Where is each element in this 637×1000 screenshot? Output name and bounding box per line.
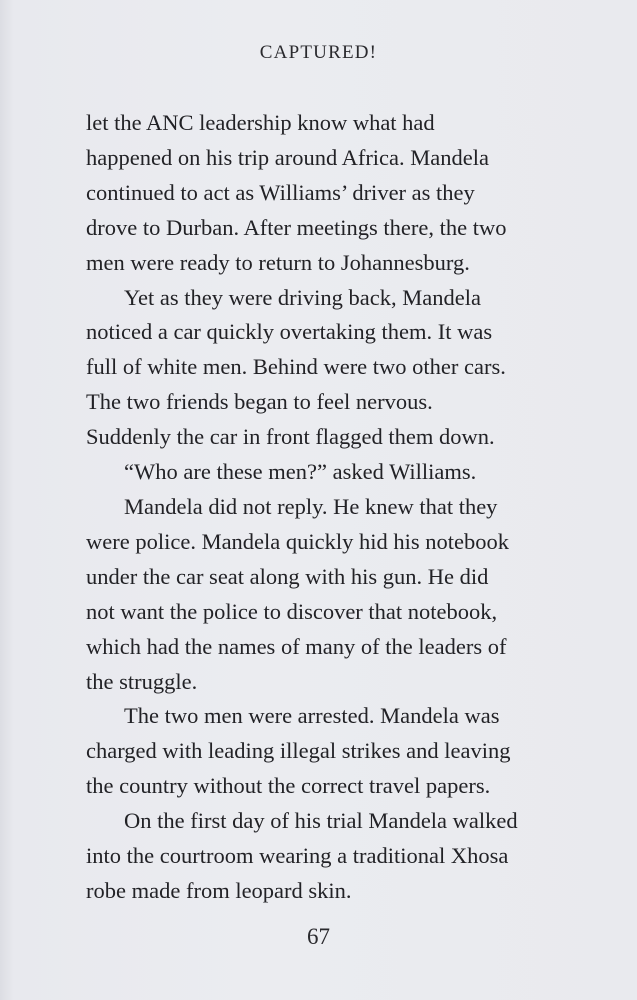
text-line: let the ANC leadership know what had: [86, 110, 435, 135]
text-line: men were ready to return to Johannesburg.: [86, 249, 470, 275]
text-line: charged with leading illegal strikes and leaving: [86, 738, 511, 764]
text-line: into the courtroom wearing a traditional Xhosa: [86, 843, 509, 869]
text-line: the country without the correct travel papers.: [86, 773, 491, 799]
text-line: under the car seat along with his gun. He did: [86, 563, 489, 589]
text-line: robe made from leopard skin.: [86, 877, 352, 903]
text-line: The two men were arrested. Mandela was: [124, 703, 500, 729]
text-line: the struggle.: [86, 668, 198, 694]
text-line: “Who are these men?” asked Williams.: [124, 459, 477, 485]
paragraph: [86, 455, 586, 490]
paragraph: [86, 106, 586, 281]
text-line: Mandela did not reply. He knew that they: [124, 493, 498, 519]
body-text: [86, 106, 586, 909]
text-line: happened on his trip around Africa. Mandela: [86, 144, 490, 170]
text-line: The two friends began to feel nervous.: [86, 389, 433, 415]
text-line: drove to Durban. After meetings there, the two: [86, 214, 507, 240]
text-line: not want the police to discover that notebook,: [86, 598, 498, 624]
text-line: Suddenly the car in front flagged them down.: [86, 424, 495, 450]
text-line: were police. Mandela quickly hid his notebook: [86, 528, 510, 554]
text-line: noticed a car quickly overtaking them. It was: [86, 319, 493, 345]
text-line: which had the names of many of the leaders of: [86, 633, 507, 659]
paragraph: [86, 699, 586, 804]
page-number: 67: [307, 924, 330, 949]
text-line: Yet as they were driving back, Mandela: [124, 284, 481, 310]
running-head: CAPTURED!: [259, 42, 378, 63]
paragraph: [86, 804, 586, 909]
paragraph: [86, 281, 586, 456]
text-line: On the first day of his trial Mandela walked: [124, 808, 518, 834]
text-line: continued to act as Williams’ driver as they: [86, 179, 475, 205]
paragraph: [86, 490, 586, 699]
text-line: full of white men. Behind were two other cars.: [86, 354, 506, 380]
